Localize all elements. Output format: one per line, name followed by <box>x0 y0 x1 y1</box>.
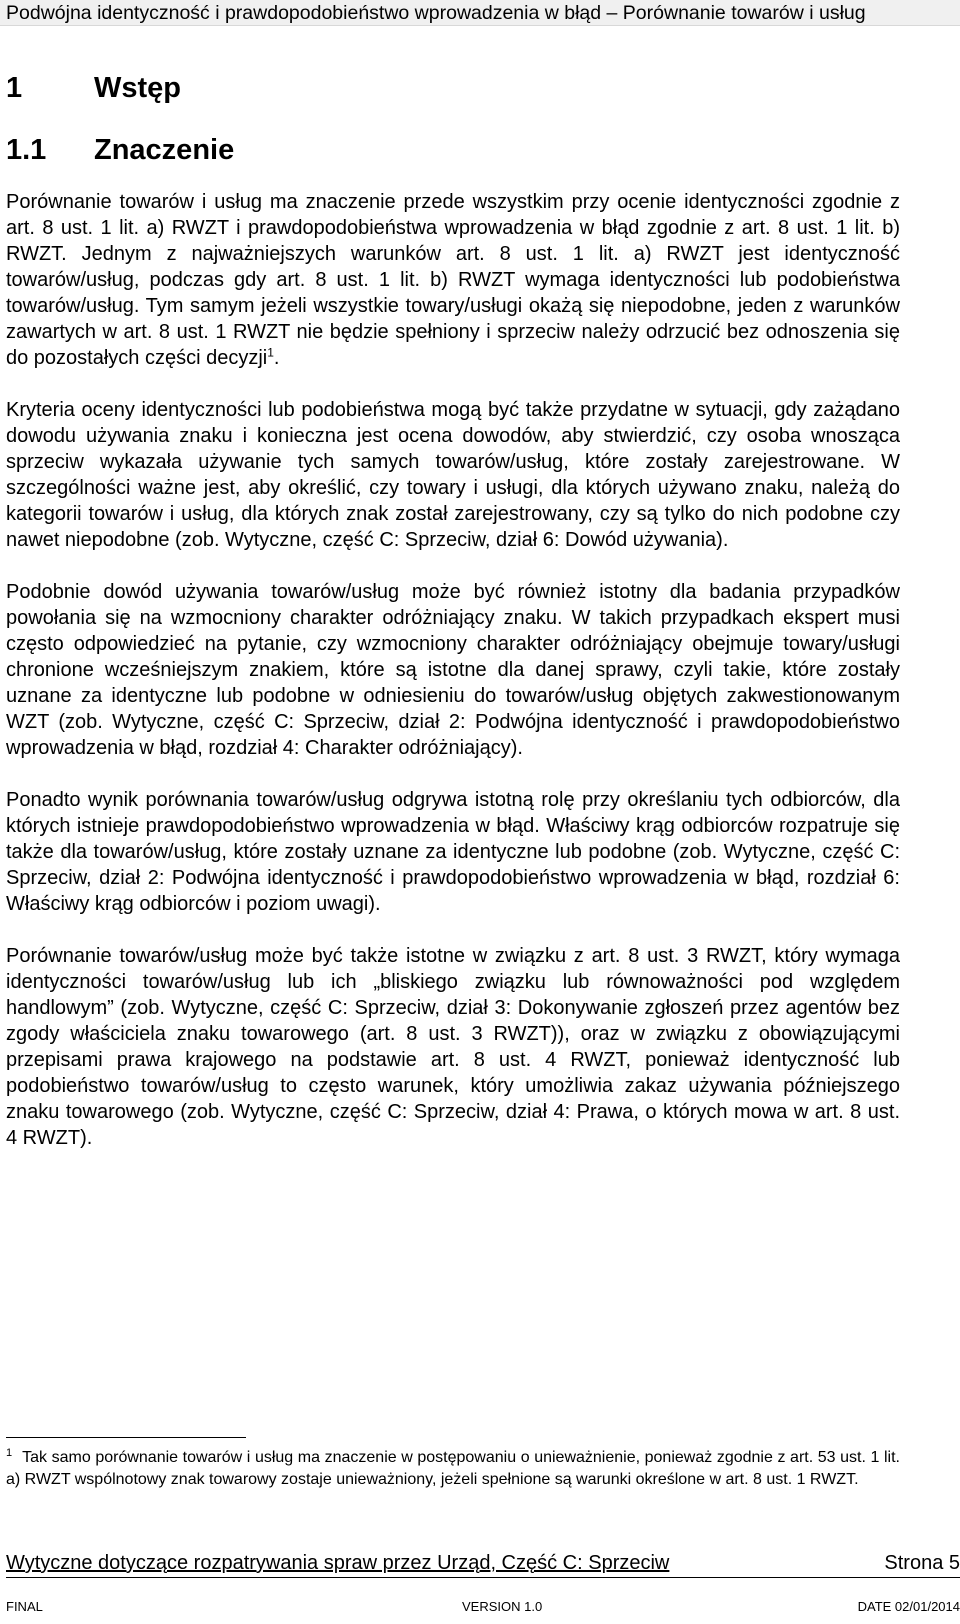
heading-1-1 <box>6 130 234 170</box>
footer-document-title: Wytyczne dotyczące rozpatrywania spraw przez Urząd, Część C: Sprzeciw <box>6 1552 670 1574</box>
footnote-text: Tak samo porównanie towarów i usług ma znaczenie w postępowaniu o unieważnienie, ponieważ zgodnie z art. 53 ust. 1 lit. a) RWZT wspólnotowy znak towarowy zostaje unieważniony, jeżeli spełnione są warunki określone w art. 8 ust. 1 RWZT. <box>6 1449 900 1488</box>
body-text <box>6 189 900 1177</box>
heading-1 <box>6 68 181 108</box>
heading-1-number: 1 <box>6 72 23 104</box>
footnote <box>6 1447 900 1491</box>
status-date: DATE 02/01/2014 <box>857 1599 960 1614</box>
paragraph-3: Podobnie dowód używania towarów/usług może być również istotny dla badania przypadków powołania się na wzmocniony charakter odróżniający znaku. W takich przypadkach ekspert musi często odpowiedzieć na pytanie, czy wzmocniony charakter odróżniający obejmuje towary/usługi chronione wcześniejszym znakiem, które są istotne dla danej sprawy, czyli takie, które zostały uznane za identyczne lub podobne w odniesieniu do towarów/usług objętych zakwestionowanym WZT (zob. Wytyczne, część C: Sprzeciw, dział 2: Podwójna identyczność i prawdopodobieństwo wprowadzenia w błąd, rozdział 4: Charakter odróżniający). <box>6 581 900 759</box>
status-version: VERSION 1.0 <box>462 1599 543 1614</box>
running-header <box>0 0 960 26</box>
footnote-number: 1 <box>6 1446 13 1459</box>
paragraph-1-end: . <box>273 347 280 369</box>
footnote-reference[interactable]: 1 <box>267 345 274 360</box>
heading-1-title: Wstęp <box>94 72 181 104</box>
document-status-bar <box>6 1596 960 1618</box>
footnote-separator <box>6 1437 246 1438</box>
footer-page-number: Strona 5 <box>884 1552 960 1574</box>
status-final: FINAL <box>6 1599 43 1614</box>
paragraph-1 <box>6 189 900 371</box>
paragraph-5: Porównanie towarów/usług może być także istotne w związku z art. 8 ust. 3 RWZT, który wymaga identyczności towarów/usług lub ich „bliskiego związku lub równoważności pod względem handlowym” (zob. Wytyczne, część C: Sprzeciw, dział 3: Dokonywanie zgłoszeń przez agentów bez zgody właściciela znaku towarowego (art. 8 ust. 3 RWZT)), oraz w związku z obowiązującymi przepisami prawa krajowego na podstawie art. 8 ust. 4 RWZT, ponieważ identyczność lub podobieństwo towarów/usług to często warunek, który umożliwia zakaz używania późniejszego znaku towarowego (zob. Wytyczne, część C: Sprzeciw, dział 4: Prawa, o których mowa w art. 8 ust. 4 RWZT). <box>6 945 900 1149</box>
paragraph-4: Ponadto wynik porównania towarów/usług odgrywa istotną rolę przy określaniu tych odbiorców, dla których istnieje prawdopodobieństwo wprowadzenia w błąd. Właściwy krąg odbiorców rozpatruje się także dla towarów/usług, które zostały uznane za identyczne lub podobne (zob. Wytyczne, część C: Sprzeciw, dział 2: Podwójna identyczność i prawdopodobieństwo wprowadzenia w błąd, rozdział 6: Właściwy krąg odbiorców i poziom uwagi). <box>6 789 900 915</box>
heading-1-1-number: 1.1 <box>6 134 47 166</box>
paragraph-2: Kryteria oceny identyczności lub podobieństwa mogą być także przydatne w sytuacji, gdy zażądano dowodu używania znaku i konieczna jest ocena dowodów, aby stwierdzić, czy osoba wnosząca sprzeciw wykazała używanie tych samych towarów/usług, które zostały zarejestrowane. W szczególności ważne jest, aby określić, czy towary i usługi, dla których używano znaku, należą do kategorii towarów i usług, dla których znak został zarejestrowany, czy są tylko do nich podobne czy nawet niepodobne (zob. Wytyczne, część C: Sprzeciw, dział 6: Dowód używania). <box>6 399 900 551</box>
paragraph-1-text: Porównanie towarów i usług ma znaczenie przede wszystkim przy ocenie identyczności zgodnie z art. 8 ust. 1 lit. a) RWZT i prawdopodobieństwa wprowadzenia w błąd zgodnie z art. 8 ust. 1 lit. b) RWZT. Jednym z najważniejszych warunków art. 8 ust. 1 lit. a) RWZT jest identyczność towarów/usług, podczas gdy art. 8 ust. 1 lit. b) RWZT wymaga identyczności lub podobieństwa towarów/usług. Tym samym jeżeli wszystkie towary/usługi okażą się niepodobne, jeden z warunków zawartych w art. 8 ust. 1 RWZT nie będzie spełniony i sprzeciw należy odrzucić bez odnoszenia się do pozostałych części decyzji <box>6 191 900 369</box>
page-footer <box>6 1550 960 1578</box>
heading-1-1-title: Znaczenie <box>94 134 235 166</box>
running-header-title: Podwójna identyczność i prawdopodobieństwo wprowadzenia w błąd – Porównanie towarów i usług <box>6 2 866 24</box>
